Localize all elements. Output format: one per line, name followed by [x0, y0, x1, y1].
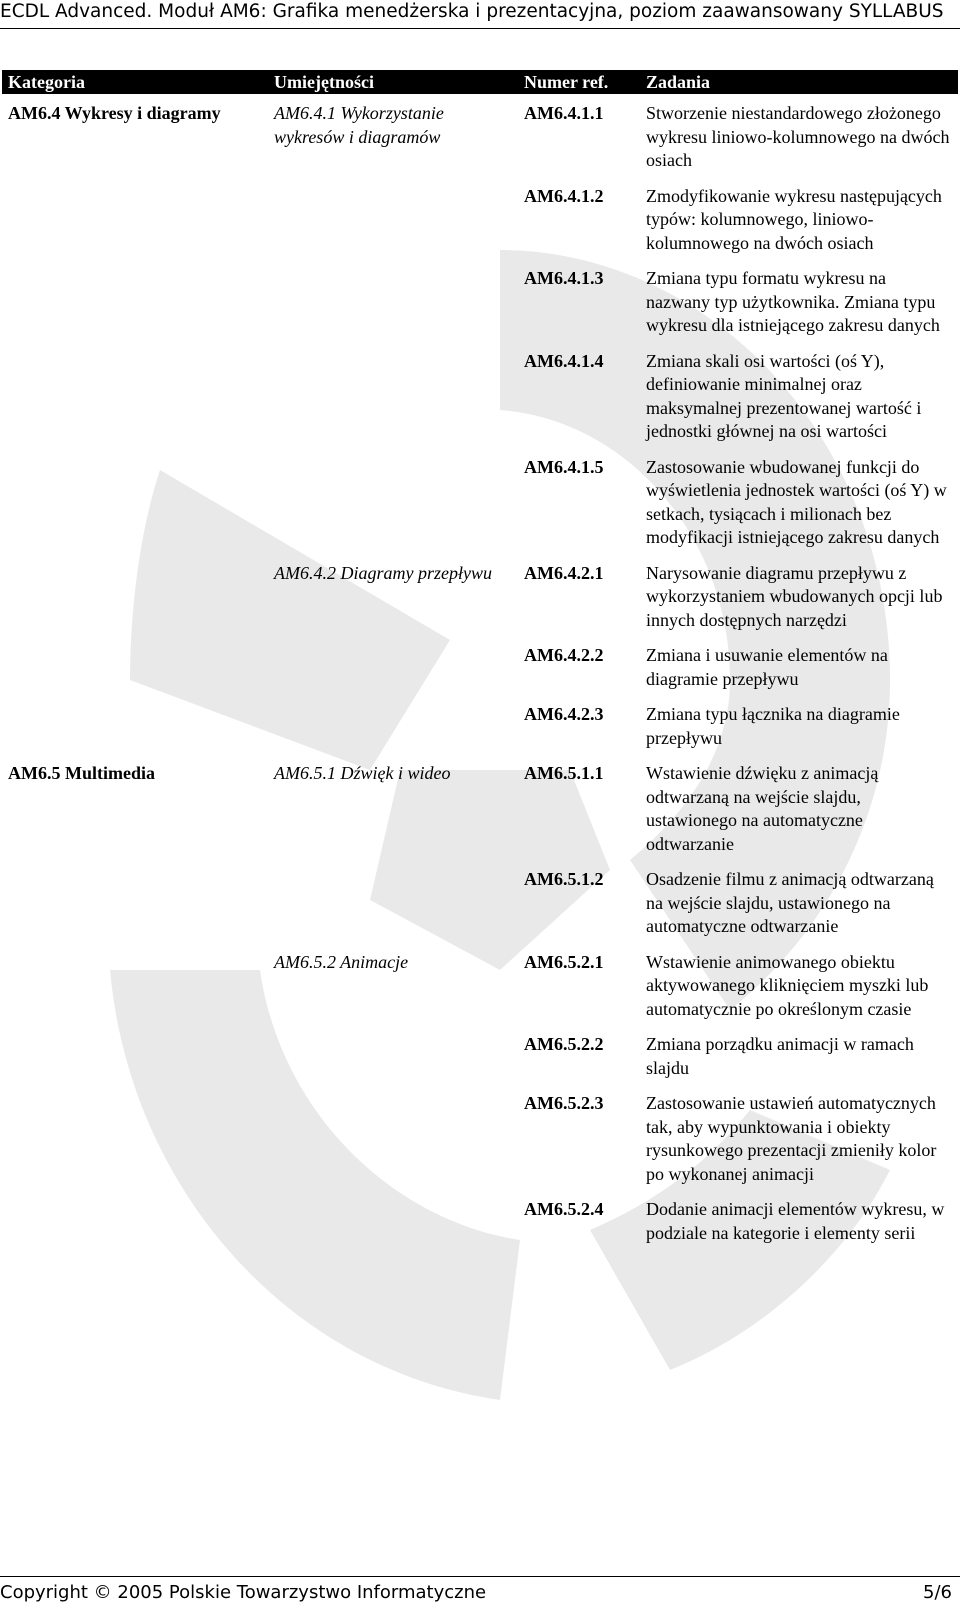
category-cell [2, 350, 268, 456]
table-row [2, 1092, 958, 1198]
category-cell [2, 456, 268, 562]
task-cell: Dodanie animacji elementów wykresu, w podziale na kategorie i elementy serii [646, 1199, 945, 1243]
skill-cell [268, 1033, 518, 1092]
skill-cell [268, 1092, 518, 1198]
skill-cell [268, 1198, 518, 1257]
task-cell: Zastosowanie wbudowanej funkcji do wyświetlenia jednostek wartości (oś Y) w setkach, tysiącach i milionach bez modyfikacji istniejącego zakresu danych [646, 456, 947, 547]
task-cell: Osadzenie filmu z animacją odtwarzaną na wejście slajdu, ustawionego na automatyczne odtwarzanie [646, 869, 934, 936]
category-cell [2, 562, 268, 645]
skill-cell [268, 185, 518, 268]
category-cell [2, 703, 268, 762]
ref-cell: AM6.4.1.1 [524, 103, 604, 123]
column-header-skills: Umiejętności [268, 70, 518, 94]
skill-cell [268, 644, 518, 703]
category-cell [2, 1092, 268, 1198]
task-cell: Wstawienie animowanego obiektu aktywowanego kliknięciem myszki lub automatycznie po określonym czasie [646, 951, 929, 1019]
ref-cell: AM6.5.2.4 [524, 1199, 604, 1219]
task-cell: Wstawienie dźwięku z animacją odtwarzaną na wejście slajdu, ustawionego na automatyczne odtwarzanie [646, 763, 879, 854]
skill-cell: AM6.4.1 Wykorzystanie wykresów i diagramów [274, 103, 444, 147]
column-header-tasks: Zadania [640, 70, 958, 94]
task-cell: Zmodyfikowanie wykresu następujących typów: kolumnowego, liniowo-kolumnowego na dwóch osiach [646, 185, 942, 253]
table-row [2, 1033, 958, 1092]
category-cell [2, 951, 268, 1034]
column-header-category: Kategoria [2, 70, 268, 94]
table-row [2, 1198, 958, 1257]
page-number: 5/6 [923, 1582, 952, 1603]
table-row [2, 267, 958, 350]
task-cell: Stworzenie niestandardowego złożonego wykresu liniowo-kolumnowego na dwóch osiach [646, 103, 950, 170]
ref-cell: AM6.4.1.4 [524, 350, 604, 371]
table-header-row [2, 70, 958, 94]
table-row [2, 350, 958, 456]
ref-cell: AM6.5.1.1 [524, 763, 604, 783]
ref-cell: AM6.4.1.2 [524, 185, 604, 206]
skill-cell: AM6.5.2 Animacje [274, 951, 409, 972]
syllabus-table [2, 70, 958, 1257]
ref-cell: AM6.5.2.2 [524, 1034, 604, 1054]
category-cell [2, 185, 268, 268]
task-cell: Narysowanie diagramu przepływu z wykorzystaniem wbudowanych opcji lub innych dostępnych narzędzi [646, 562, 943, 630]
footer-copyright: Copyright © 2005 Polskie Towarzystwo Informatyczne [0, 1582, 487, 1603]
table-row [2, 951, 958, 1034]
skill-cell: AM6.4.2 Diagramy przepływu [274, 562, 492, 583]
header-divider [0, 28, 960, 29]
table-row [2, 185, 958, 268]
ref-cell: AM6.4.1.3 [524, 268, 604, 288]
category-cell [2, 644, 268, 703]
ref-cell: AM6.5.2.1 [524, 951, 604, 972]
category-cell [2, 1033, 268, 1092]
ref-cell: AM6.4.2.1 [524, 562, 604, 583]
ref-cell: AM6.4.2.3 [524, 704, 604, 724]
ref-cell: AM6.4.2.2 [524, 645, 604, 665]
task-cell: Zastosowanie ustawień automatycznych tak, aby wypunktowania i obiekty rysunkowego prezentacji zmieniły kolor po wykonanej animacji [646, 1093, 937, 1184]
task-cell: Zmiana typu łącznika na diagramie przepływu [646, 704, 900, 748]
table-row [2, 456, 958, 562]
table-row [2, 868, 958, 951]
column-header-ref-number: Numer ref. [518, 70, 640, 94]
footer-divider [0, 1576, 960, 1577]
skill-cell [268, 267, 518, 350]
task-cell: Zmiana porządku animacji w ramach slajdu [646, 1034, 914, 1078]
ref-cell: AM6.5.1.2 [524, 869, 604, 889]
task-cell: Zmiana skali osi wartości (oś Y), definiowanie minimalnej oraz maksymalnej prezentowanej wartość i jednostki głównej na osi wartości [646, 350, 922, 441]
category-cell [2, 868, 268, 951]
table-row [2, 762, 958, 868]
table-row [2, 94, 958, 185]
skill-cell: AM6.5.1 Dźwięk i wideo [274, 763, 451, 783]
category-cell: AM6.4 Wykresy i diagramy [8, 103, 221, 123]
ref-cell: AM6.4.1.5 [524, 456, 604, 477]
task-cell: Zmiana i usuwanie elementów na diagramie przepływu [646, 645, 888, 689]
skill-cell [268, 456, 518, 562]
skill-cell [268, 703, 518, 762]
category-cell: AM6.5 Multimedia [8, 763, 155, 783]
task-cell: Zmiana typu formatu wykresu na nazwany typ użytkownika. Zmiana typu wykresu dla istniejącego zakresu danych [646, 268, 940, 335]
table-row [2, 644, 958, 703]
category-cell [2, 267, 268, 350]
document-header: ECDL Advanced. Moduł AM6: Grafika menedżerska i prezentacyjna, poziom zaawansowany SYLLABUS [0, 1, 944, 22]
skill-cell [268, 868, 518, 951]
category-cell [2, 1198, 268, 1257]
table-row [2, 562, 958, 645]
skill-cell [268, 350, 518, 456]
table-row [2, 703, 958, 762]
ref-cell: AM6.5.2.3 [524, 1093, 604, 1113]
